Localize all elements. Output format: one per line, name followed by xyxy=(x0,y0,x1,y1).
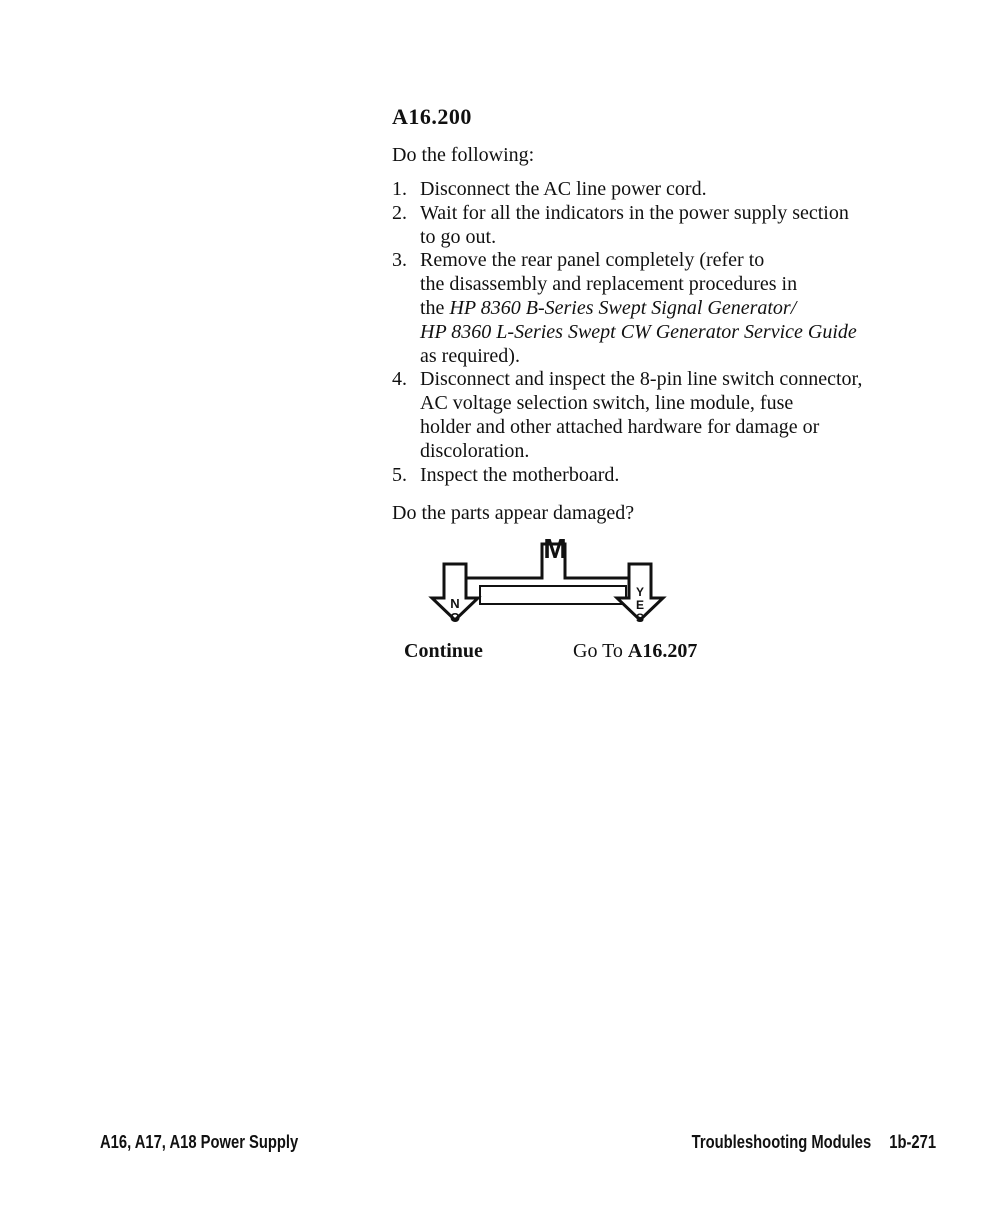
step-line xyxy=(420,297,952,321)
step-number: 1. xyxy=(392,178,407,200)
step-line: to go out. xyxy=(420,225,497,248)
step-line: Disconnect the AC line power cord. xyxy=(420,178,707,200)
goto-prefix: Go To xyxy=(573,640,628,662)
step-2 xyxy=(392,202,952,250)
step-line: AC voltage selection switch, line module, fuse xyxy=(420,392,794,415)
step-line: Remove the rear panel completely (refer to xyxy=(420,249,765,272)
footer-section-name: Troubleshooting Modules xyxy=(691,1132,872,1152)
step-number: 4. xyxy=(392,368,407,391)
step-number: 5. xyxy=(392,463,407,486)
goto-target: A16.207 xyxy=(627,640,698,662)
no-letter-n: N xyxy=(450,596,460,611)
footer-right xyxy=(692,1132,936,1153)
page-number: 1b-271 xyxy=(889,1132,936,1152)
flow-branch-inner xyxy=(480,586,626,604)
step-line xyxy=(420,321,952,345)
step-line: discoloration. xyxy=(420,439,530,462)
step-line: Inspect the motherboard. xyxy=(420,463,620,486)
no-letter-o: O xyxy=(449,610,461,625)
step-line: Wait for all the indicators in the power supply section xyxy=(420,201,849,224)
procedure-steps xyxy=(392,178,952,487)
decision-flow-diagram xyxy=(420,534,690,634)
no-branch-label: Continue xyxy=(404,640,483,662)
decision-question: Do the parts appear damaged? xyxy=(392,502,635,524)
flow-top-letter: M xyxy=(543,534,567,564)
step-number: 2. xyxy=(392,201,407,224)
no-arrow-icon xyxy=(432,564,478,625)
guide-title-line-2: HP 8360 L-Series Swept CW Generator Service Guide xyxy=(420,320,857,343)
yes-letter-y: Y xyxy=(635,585,645,599)
step-line: as required). xyxy=(420,344,520,367)
step-4 xyxy=(392,368,952,463)
step-line: holder and other attached hardware for damage or xyxy=(420,415,820,438)
guide-title-line-1: HP 8360 B-Series Swept Signal Generator/ xyxy=(449,296,797,319)
yes-letter-e: E xyxy=(635,598,645,612)
footer-chapter-title: A16, A17, A18 Power Supply xyxy=(100,1132,299,1152)
step-1 xyxy=(392,178,952,202)
step-3 xyxy=(392,249,952,368)
intro-text: Do the following: xyxy=(392,144,535,166)
yes-letter-s: S xyxy=(635,611,645,625)
step-5 xyxy=(392,464,952,488)
section-heading: A16.200 xyxy=(392,104,472,129)
yes-branch-label xyxy=(573,640,697,663)
step-line: Disconnect and inspect the 8-pin line switch connector, xyxy=(420,368,863,391)
step-line-prefix: the xyxy=(420,296,450,319)
step-number: 3. xyxy=(392,249,407,272)
yes-arrow-icon xyxy=(617,564,663,625)
step-line: the disassembly and replacement procedures in xyxy=(420,273,798,296)
